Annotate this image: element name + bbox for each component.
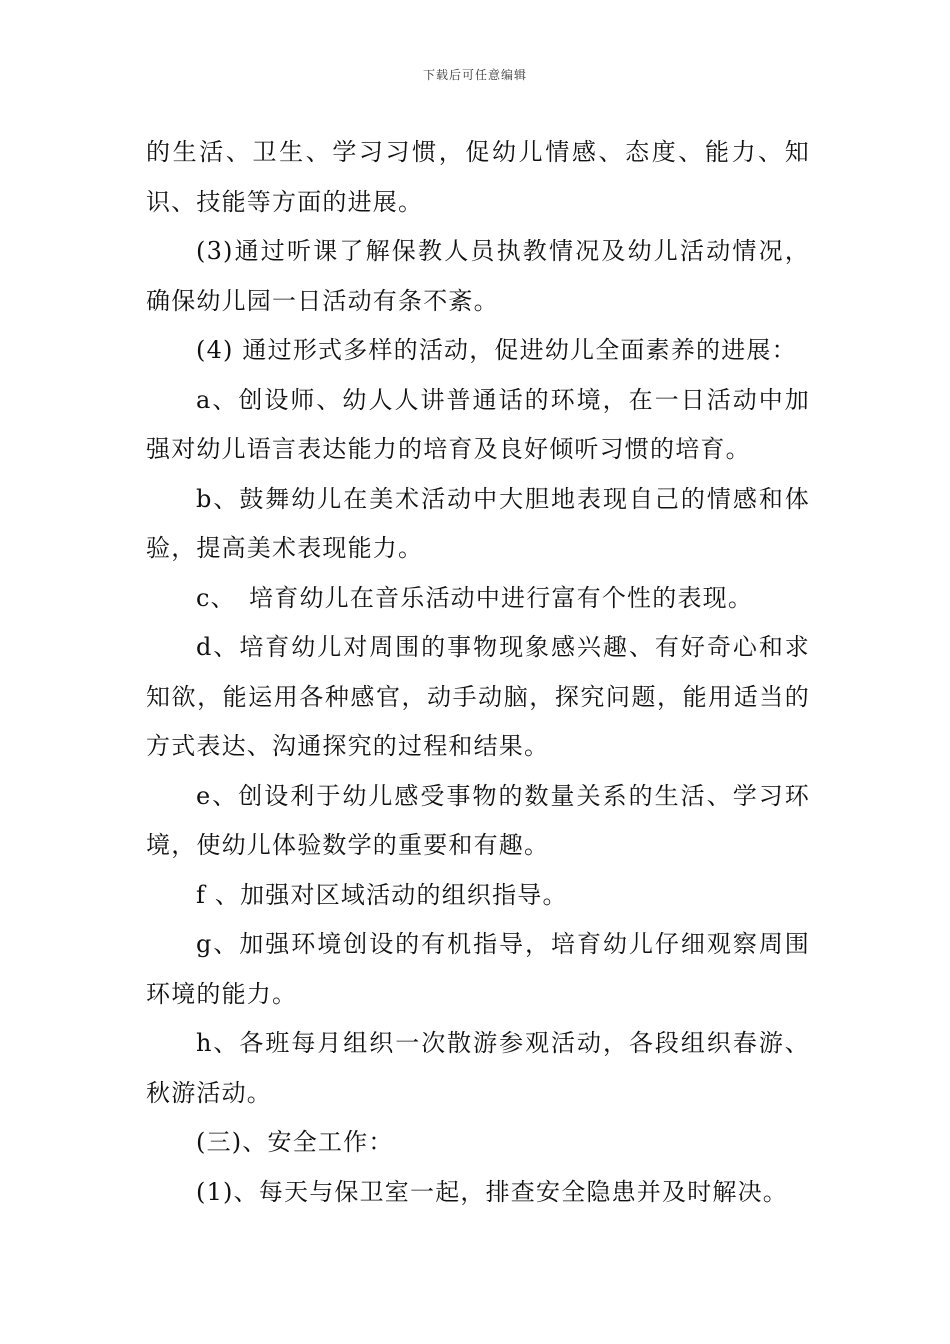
page-header: 下载后可任意编辑: [422, 68, 527, 82]
paragraph-4: a、创设师、幼人人讲普通话的环境，在一日活动中加强对幼儿语言表达能力的培育及良好倾听习惯的培育。: [146, 385, 810, 463]
paragraph-2: (3)通过听课了解保教人员执教情况及幼儿活动情况，确保幼儿园一日活动有条不紊。: [146, 237, 810, 315]
paragraph-5: b、鼓舞幼儿在美术活动中大胆地表现自己的情感和体验，提高美术表现能力。: [146, 484, 810, 562]
paragraph-11: h、各班每月组织一次散游参观活动，各段组织春游、秋游活动。: [146, 1029, 810, 1107]
paragraph-12: (三)、安全工作：: [196, 1128, 394, 1156]
paragraph-10: g、加强环境创设的有机指导，培育幼儿仔细观察周围环境的能力。: [146, 930, 810, 1008]
paragraph-7: d、培育幼儿对周围的事物现象感兴趣、有好奇心和求知欲，能运用各种感官，动手动脑，探究问题，能用适当的方式表达、沟通探究的过程和结果。: [146, 633, 810, 760]
paragraph-1: 的生活、卫生、学习习惯，促幼儿情感、态度、能力、知识、技能等方面的进展。: [146, 138, 810, 216]
paragraph-13: (1)、每天与保卫室一起，排查安全隐患并及时解决。: [196, 1177, 788, 1206]
paragraph-9: f 、加强对区域活动的组织指导。: [196, 880, 568, 909]
paragraph-8: e、创设利于幼儿感受事物的数量关系的生活、学习环境，使幼儿体验数学的重要和有趣。: [146, 781, 810, 859]
document-body: [146, 128, 810, 1217]
paragraph-3: (4) 通过形式多样的活动，促进幼儿全面素养的进展：: [196, 336, 797, 364]
paragraph-6: c、 培育幼儿在音乐活动中进行富有个性的表现。: [196, 583, 754, 612]
